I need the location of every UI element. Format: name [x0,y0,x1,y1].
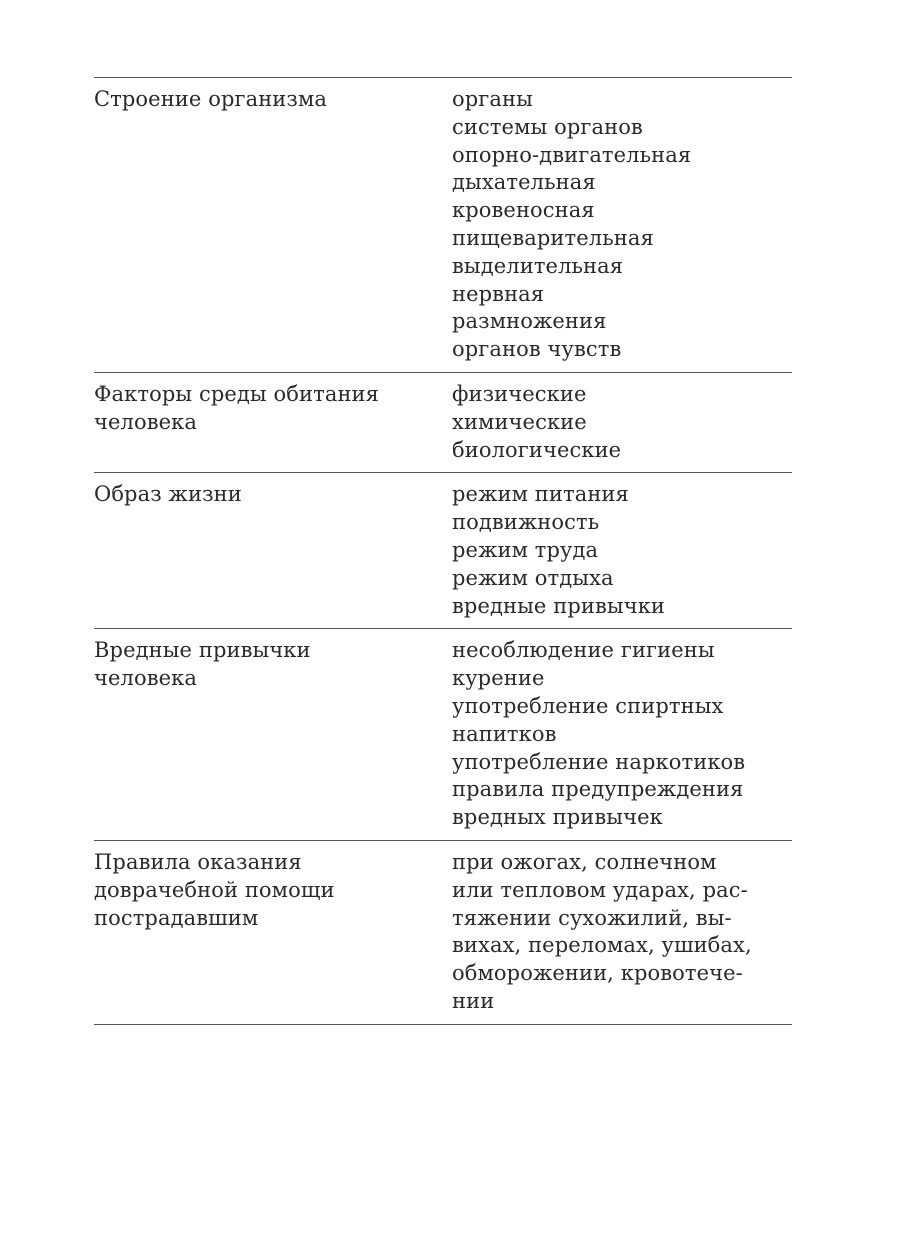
topic-line: Вредные привычки [94,638,311,663]
topic-line: Образ жизни [94,482,242,507]
subtopic-line: физические [452,381,587,406]
subtopic-line: курение [452,666,545,691]
topic-cell [94,637,452,832]
topics-table [94,77,792,1025]
subtopic-line: вихах, переломах, ушибах, [452,933,752,958]
subtopic-line: напитков [452,721,557,746]
subtopics-cell [452,86,792,364]
subtopic-line: или тепловом ударах, рас- [452,877,748,902]
subtopic-line: несоблюдение гигиены [452,638,715,663]
topic-cell [94,849,452,1016]
subtopic-line: режим труда [452,537,599,562]
table-row-first-aid [94,841,792,1025]
topic-cell [94,381,452,464]
subtopic-line: употребление наркотиков [452,749,746,774]
subtopic-line: употребление спиртных [452,693,724,718]
topic-line: Факторы среды обитания [94,381,379,406]
subtopic-line: органы [452,87,533,111]
subtopic-line: вредные привычки [452,593,666,618]
topic-line: доврачебной помощи [94,877,335,902]
table-row-environment-factors [94,373,792,473]
subtopic-line: системы органов [452,114,643,139]
topic-line: человека [94,666,197,691]
topic-line: пострадавшим [94,905,259,930]
subtopics-cell [452,849,792,1016]
subtopic-line: правила предупреждения [452,777,744,802]
subtopic-line: биологические [452,437,622,462]
subtopics-cell [452,637,792,832]
document-page [94,77,792,1025]
topic-cell [94,86,452,364]
table-row-bad-habits [94,629,792,841]
subtopics-cell [452,381,792,464]
subtopic-line: подвижность [452,510,600,535]
subtopic-line: размножения [452,309,607,334]
subtopic-line: кровеносная [452,198,595,223]
subtopic-line: при ожогах, солнечном [452,849,717,874]
subtopic-line: органов чувств [452,337,622,362]
subtopic-line: режим отдыха [452,565,614,590]
topic-line: Правила оказания [94,849,302,874]
subtopic-line: дыхательная [452,170,596,195]
subtopic-line: нии [452,988,495,1013]
subtopic-line: пищеварительная [452,225,654,250]
table-row-body-structure [94,78,792,373]
topic-line: Строение организма [94,87,328,111]
subtopic-line: вредных привычек [452,805,663,830]
subtopic-line: тяжении сухожилий, вы- [452,905,732,930]
subtopic-line: нервная [452,281,545,306]
topic-cell [94,481,452,620]
subtopic-line: режим питания [452,482,629,507]
subtopic-line: обморожении, кровотече- [452,961,743,986]
subtopic-line: выделительная [452,253,624,278]
table-row-lifestyle [94,473,792,629]
subtopics-cell [452,481,792,620]
topic-line: человека [94,409,197,434]
subtopic-line: химические [452,409,587,434]
subtopic-line: опорно-двигательная [452,142,692,167]
